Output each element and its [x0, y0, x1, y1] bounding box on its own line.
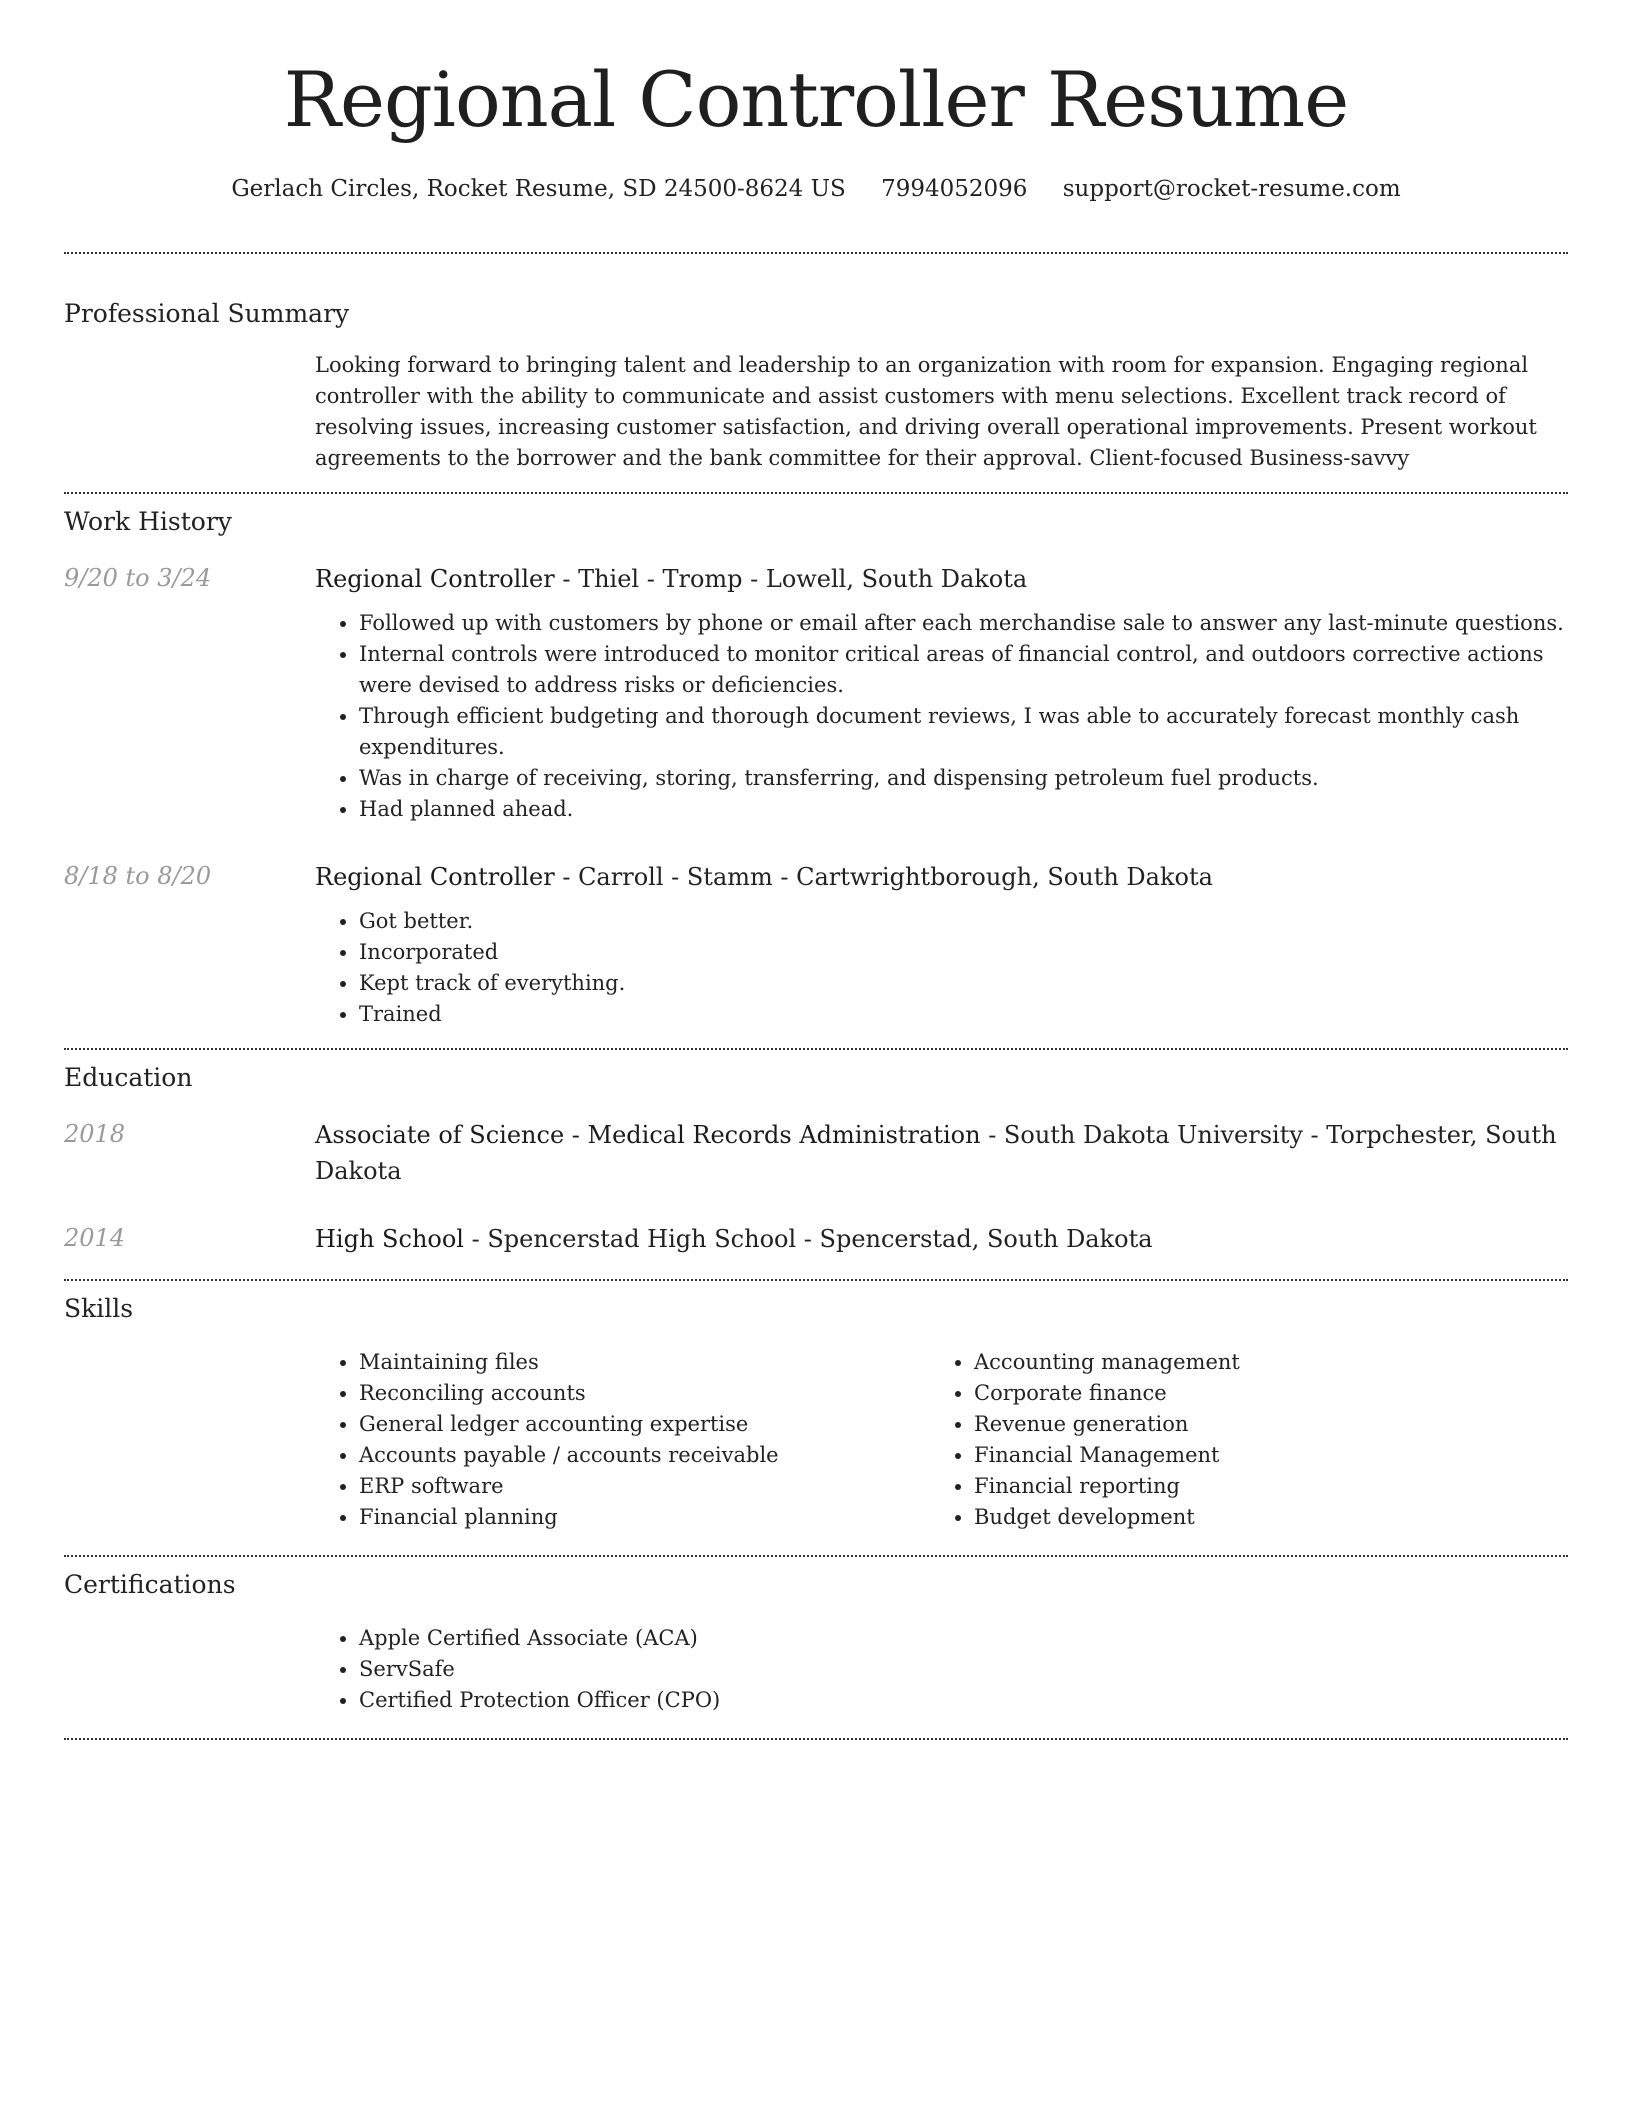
list-item: • Financial Management	[974, 1440, 1545, 1471]
certifications-list	[315, 1623, 1568, 1716]
list-item: • Reconciling accounts	[359, 1378, 930, 1409]
list-item: • Incorporated	[359, 937, 1568, 968]
education-degree: High School	[315, 1225, 464, 1253]
education-section	[64, 1062, 1568, 1257]
skills-columns	[315, 1347, 1568, 1533]
job-title: Regional Controller	[315, 565, 555, 593]
job-dates: 9/20 to 3/24	[64, 564, 212, 592]
contact-email: support@rocket-resume.com	[1062, 176, 1401, 202]
certifications-heading: Certifications	[64, 1570, 236, 1599]
skills-column-left	[315, 1347, 930, 1533]
list-item: • Accounts payable / accounts receivable	[359, 1440, 930, 1471]
divider	[64, 1738, 1568, 1740]
job-entry	[64, 859, 1568, 1030]
list-item: • Revenue generation	[974, 1409, 1545, 1440]
job-bullets	[315, 608, 1568, 825]
divider	[64, 252, 1568, 254]
list-item: • Apple Certified Associate (ACA)	[359, 1623, 1568, 1654]
job-bullets	[315, 906, 1568, 1030]
contact-line	[64, 174, 1568, 204]
work-history-section	[64, 506, 1568, 1030]
skills-list	[315, 1347, 930, 1533]
skills-column-right	[930, 1347, 1545, 1533]
summary-row	[64, 350, 1568, 474]
job-employer: - Thiel - Tromp - Lowell, South Dakota	[554, 565, 1028, 593]
education-degree: Associate of Science - Medical Records Administration	[315, 1121, 981, 1149]
list-item: • Through efficient budgeting and thorough document reviews, I was able to accurately forecast monthly cash expenditures.	[359, 701, 1568, 763]
work-history-heading: Work History	[64, 507, 232, 536]
education-entry	[64, 1221, 1568, 1257]
divider	[64, 492, 1568, 494]
job-entry	[64, 561, 1568, 825]
education-heading-line	[315, 1117, 1568, 1189]
list-item: • Was in charge of receiving, storing, transferring, and dispensing petroleum fuel products.	[359, 763, 1568, 794]
job-heading	[315, 561, 1568, 597]
contact-phone: 7994052096	[881, 176, 1028, 202]
list-item: • Accounting management	[974, 1347, 1545, 1378]
list-item: • Got better.	[359, 906, 1568, 937]
education-school: - Spencerstad High School - Spencerstad, South Dakota	[463, 1225, 1153, 1253]
list-item: • Certified Protection Officer (CPO)	[359, 1685, 1568, 1716]
contact-address: Gerlach Circles, Rocket Resume, SD 24500-8624 US	[231, 176, 846, 202]
job-employer: - Carroll - Stamm - Cartwrightborough, South Dakota	[554, 863, 1213, 891]
education-heading: Education	[64, 1063, 193, 1092]
divider	[64, 1279, 1568, 1281]
certifications-row	[64, 1623, 1568, 1716]
divider	[64, 1048, 1568, 1050]
list-item: • Maintaining files	[359, 1347, 930, 1378]
education-year: 2014	[64, 1224, 126, 1252]
education-heading-line	[315, 1221, 1568, 1257]
job-title: Regional Controller	[315, 863, 555, 891]
list-item: • Corporate finance	[974, 1378, 1545, 1409]
page-title: Regional Controller Resume	[283, 55, 1349, 144]
summary-text: Looking forward to bringing talent and leadership to an organization with room for expansion. Engaging regional controller with the ability to communicate and assist customers with menu selections. Excellent track record of resolving issues, increasing customer satisfaction, and driving overall operational improvements. Present workout agreements to the borrower and the bank committee for their approval. Client-focused Business-savvy	[315, 353, 1537, 470]
skills-list	[930, 1347, 1545, 1533]
skills-section	[64, 1293, 1568, 1533]
list-item: • General ledger accounting expertise	[359, 1409, 930, 1440]
divider	[64, 1555, 1568, 1557]
skills-heading: Skills	[64, 1294, 134, 1323]
list-item: • Trained	[359, 999, 1568, 1030]
list-item: • Followed up with customers by phone or email after each merchandise sale to answer any last-minute questions.	[359, 608, 1568, 639]
list-item: • Financial planning	[359, 1502, 930, 1533]
education-entry	[64, 1117, 1568, 1189]
summary-section	[64, 298, 1568, 474]
education-year: 2018	[64, 1120, 126, 1148]
education-school: - South Dakota University - Torpchester, South Dakota	[315, 1121, 1557, 1185]
list-item: • Internal controls were introduced to monitor critical areas of financial control, and outdoors corrective actions were devised to address risks or deficiencies.	[359, 639, 1568, 701]
summary-heading: Professional Summary	[64, 299, 350, 328]
list-item: • Budget development	[974, 1502, 1545, 1533]
certifications-section	[64, 1569, 1568, 1716]
list-item: • ServSafe	[359, 1654, 1568, 1685]
list-item: • Had planned ahead.	[359, 794, 1568, 825]
job-dates: 8/18 to 8/20	[64, 862, 212, 890]
job-heading	[315, 859, 1568, 895]
resume-page	[64, 0, 1568, 1740]
list-item: • Kept track of everything.	[359, 968, 1568, 999]
list-item: • ERP software	[359, 1471, 930, 1502]
list-item: • Financial reporting	[974, 1471, 1545, 1502]
